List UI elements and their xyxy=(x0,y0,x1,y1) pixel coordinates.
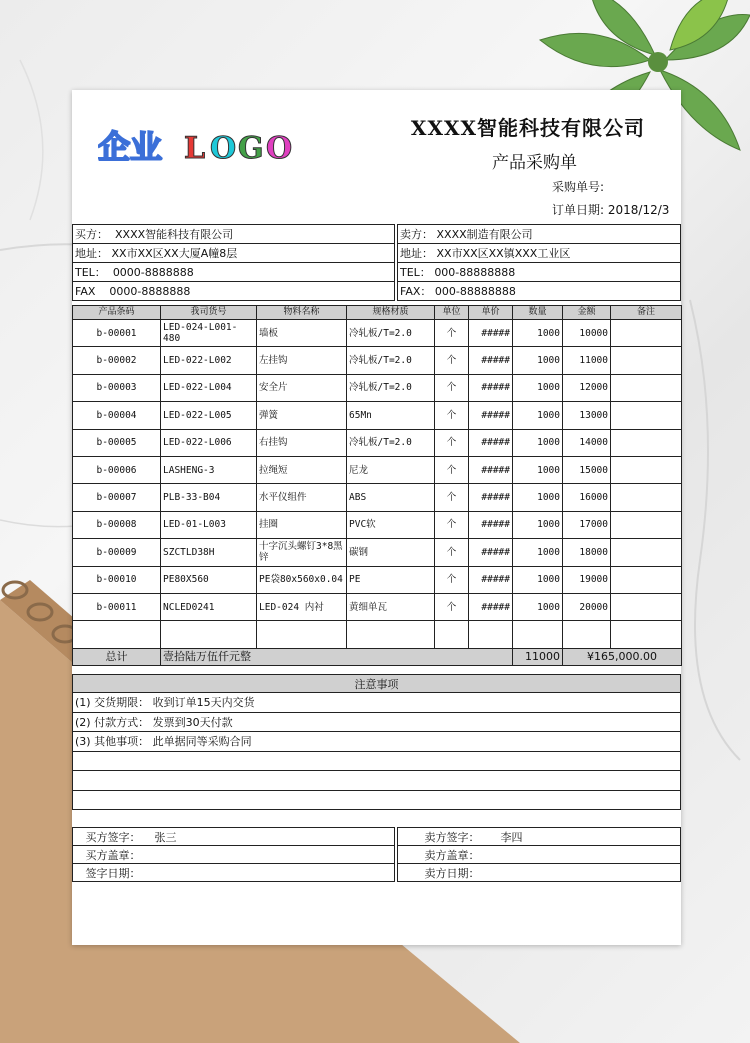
buyer-fax: 0000-8888888 xyxy=(109,284,191,298)
seller-fax: 000-88888888 xyxy=(434,285,516,298)
table-cell: 1000 xyxy=(513,347,563,374)
table-cell: 20000 xyxy=(563,593,611,620)
table-cell: 1000 xyxy=(513,402,563,429)
table-cell: 14000 xyxy=(563,429,611,456)
buyer-signature: 张三 xyxy=(154,830,177,844)
table-cell: b-00011 xyxy=(73,593,161,620)
buyer-fax-cell xyxy=(73,282,395,301)
table-cell: ##### xyxy=(469,402,513,429)
table-cell: PVC软 xyxy=(347,511,435,538)
table-row xyxy=(73,320,682,347)
table-cell: 11000 xyxy=(563,347,611,374)
table-cell: 个 xyxy=(435,320,469,347)
table-cell: 12000 xyxy=(563,374,611,401)
seller-fax-cell xyxy=(398,282,681,301)
table-cell: LED-022-L006 xyxy=(161,429,257,456)
table-cell xyxy=(257,621,347,648)
table-cell: 1000 xyxy=(513,511,563,538)
table-cell: 1000 xyxy=(513,456,563,483)
table-cell: 13000 xyxy=(563,402,611,429)
order-date: 订单日期: 2018/12/3 xyxy=(552,203,670,217)
table-row xyxy=(73,347,682,374)
table-row xyxy=(73,456,682,483)
table-cell: 弹簧 xyxy=(257,402,347,429)
table-cell: ##### xyxy=(469,566,513,593)
column-header: 物料名称 xyxy=(257,306,347,320)
buyer-name: XXXX智能科技有限公司 xyxy=(115,228,234,241)
table-cell: 1000 xyxy=(513,566,563,593)
table-cell: 个 xyxy=(435,456,469,483)
table-cell: b-00002 xyxy=(73,347,161,374)
table-cell: PE80X560 xyxy=(161,566,257,593)
note-line-blank xyxy=(73,790,681,810)
table-cell: ##### xyxy=(469,456,513,483)
seller-date-label: 卖方日期： xyxy=(424,866,480,880)
buyer-tel-label: TEL： xyxy=(75,266,106,279)
table-cell xyxy=(161,621,257,648)
column-header: 数量 xyxy=(513,306,563,320)
table-cell: 个 xyxy=(435,539,469,566)
column-header: 产品条码 xyxy=(73,306,161,320)
table-row xyxy=(73,621,682,648)
total-label: 总计 xyxy=(73,648,161,665)
table-cell xyxy=(611,347,682,374)
table-cell: 19000 xyxy=(563,566,611,593)
buyer-sign-cell xyxy=(73,828,395,846)
table-cell: PLB-33-B04 xyxy=(161,484,257,511)
note-line: (3) 其他事项： 此单据同等采购合同 xyxy=(73,732,681,752)
table-cell: 1000 xyxy=(513,593,563,620)
table-cell: b-00009 xyxy=(73,539,161,566)
seller-address-label: 地址： xyxy=(400,247,433,260)
table-cell: 墙板 xyxy=(257,320,347,347)
table-cell: 1000 xyxy=(513,320,563,347)
table-cell: LED-022-L002 xyxy=(161,347,257,374)
buyer-seal-label: 买方盖章： xyxy=(85,848,141,862)
table-row xyxy=(73,593,682,620)
table-cell: 碳钢 xyxy=(347,539,435,566)
column-header: 金额 xyxy=(563,306,611,320)
buyer-tel: 0000-8888888 xyxy=(112,266,194,279)
table-cell: 个 xyxy=(435,374,469,401)
table-cell: ##### xyxy=(469,539,513,566)
table-cell: 个 xyxy=(435,593,469,620)
table-cell: 个 xyxy=(435,429,469,456)
table-cell: 1000 xyxy=(513,374,563,401)
seller-seal-label: 卖方盖章： xyxy=(424,848,480,862)
table-cell: b-00010 xyxy=(73,566,161,593)
table-row xyxy=(73,429,682,456)
table-cell: 1000 xyxy=(513,484,563,511)
buyer-sign-label: 买方签字： xyxy=(85,830,141,844)
table-cell: NCLED0241 xyxy=(161,593,257,620)
purchase-order-sheet xyxy=(72,90,681,945)
buyer-address: XX市XX区XX大厦A幢8层 xyxy=(111,247,238,260)
table-cell: ##### xyxy=(469,593,513,620)
buyer-address-label: 地址： xyxy=(75,247,108,260)
table-cell: PE袋80x560x0.04 xyxy=(257,566,347,593)
note-line-blank xyxy=(73,771,681,791)
table-cell xyxy=(469,621,513,648)
notes-table xyxy=(72,674,681,810)
table-row xyxy=(73,402,682,429)
table-cell: 右挂钩 xyxy=(257,429,347,456)
table-cell: 65Mn xyxy=(347,402,435,429)
buyer-address-cell xyxy=(73,244,395,263)
document-title: 产品采购单 xyxy=(492,153,577,173)
table-cell: 个 xyxy=(435,347,469,374)
order-number-label: 采购单号: xyxy=(552,180,605,194)
table-cell xyxy=(611,566,682,593)
table-cell: 个 xyxy=(435,402,469,429)
table-cell xyxy=(611,402,682,429)
column-header: 单价 xyxy=(469,306,513,320)
table-cell: b-00008 xyxy=(73,511,161,538)
table-cell: 个 xyxy=(435,566,469,593)
buyer-name-cell xyxy=(73,225,395,244)
buyer-fax-label: FAX xyxy=(75,284,96,298)
table-cell: ##### xyxy=(469,347,513,374)
total-row xyxy=(73,648,682,665)
table-cell: ABS xyxy=(347,484,435,511)
table-cell: 挂圈 xyxy=(257,511,347,538)
table-row xyxy=(73,566,682,593)
table-row xyxy=(73,374,682,401)
table-cell: 左挂钩 xyxy=(257,347,347,374)
table-cell: LED-022-L004 xyxy=(161,374,257,401)
table-cell: 个 xyxy=(435,484,469,511)
buyer-tel-cell xyxy=(73,263,395,282)
table-cell xyxy=(611,374,682,401)
table-cell: LASHENG-3 xyxy=(161,456,257,483)
seller-name-label: 卖方： xyxy=(400,228,433,241)
table-cell xyxy=(563,621,611,648)
table-cell: 冷轧板/T=2.0 xyxy=(347,347,435,374)
table-cell xyxy=(73,621,161,648)
table-cell: 个 xyxy=(435,511,469,538)
table-cell xyxy=(611,429,682,456)
table-cell xyxy=(611,484,682,511)
parties-table xyxy=(72,224,681,301)
company-logo xyxy=(98,120,298,168)
seller-tel-label: TEL： xyxy=(400,266,431,279)
table-cell xyxy=(611,320,682,347)
table-cell: PE xyxy=(347,566,435,593)
seller-name-cell xyxy=(398,225,681,244)
seller-date-cell xyxy=(398,864,681,882)
table-cell: ##### xyxy=(469,320,513,347)
table-cell: b-00003 xyxy=(73,374,161,401)
note-line: (1) 交货期限： 收到订单15天内交货 xyxy=(73,693,681,713)
seller-tel-cell xyxy=(398,263,681,282)
table-cell: 18000 xyxy=(563,539,611,566)
table-cell: b-00004 xyxy=(73,402,161,429)
column-header: 备注 xyxy=(611,306,682,320)
table-cell: ##### xyxy=(469,484,513,511)
company-name: XXXX智能科技有限公司 xyxy=(410,116,645,140)
table-cell: 冷轧板/T=2.0 xyxy=(347,320,435,347)
table-cell: 15000 xyxy=(563,456,611,483)
table-cell xyxy=(611,621,682,648)
table-cell: LED-024 内衬 xyxy=(257,593,347,620)
seller-fax-label: FAX： xyxy=(400,285,432,298)
table-cell: 尼龙 xyxy=(347,456,435,483)
buyer-name-label: 买方： xyxy=(75,228,108,241)
table-cell: LED-022-L005 xyxy=(161,402,257,429)
items-table xyxy=(72,305,682,666)
table-cell xyxy=(513,621,563,648)
seller-tel: 000-88888888 xyxy=(434,266,516,279)
table-cell: ##### xyxy=(469,429,513,456)
table-cell: 安全片 xyxy=(257,374,347,401)
table-row xyxy=(73,539,682,566)
table-cell xyxy=(347,621,435,648)
table-cell: 17000 xyxy=(563,511,611,538)
table-row xyxy=(73,484,682,511)
table-cell: 拉绳短 xyxy=(257,456,347,483)
table-cell xyxy=(611,456,682,483)
table-cell: LED-01-L003 xyxy=(161,511,257,538)
table-cell: LED-024-L001-480 xyxy=(161,320,257,347)
svg-text:O: O xyxy=(210,131,237,166)
seller-address: XX市XX区XX镇XXX工业区 xyxy=(436,247,571,260)
table-cell xyxy=(611,593,682,620)
table-cell: b-00007 xyxy=(73,484,161,511)
buyer-seal-cell xyxy=(73,846,395,864)
signature-table xyxy=(72,827,681,882)
seller-sign-cell xyxy=(398,828,681,846)
table-cell: ##### xyxy=(469,511,513,538)
table-cell: b-00006 xyxy=(73,456,161,483)
table-cell: 十字沉头螺钉3*8黑锌 xyxy=(257,539,347,566)
total-quantity: 11000 xyxy=(513,648,563,665)
svg-text:L: L xyxy=(184,131,206,166)
column-header: 单位 xyxy=(435,306,469,320)
seller-name: XXXX制造有限公司 xyxy=(436,228,533,241)
table-cell: 水平仪组件 xyxy=(257,484,347,511)
table-cell: SZCTLD38H xyxy=(161,539,257,566)
notes-title: 注意事项 xyxy=(73,675,681,693)
table-cell: 黄细单瓦 xyxy=(347,593,435,620)
total-in-words: 壹拾陆万伍仟元整 xyxy=(161,648,513,665)
table-cell: b-00001 xyxy=(73,320,161,347)
svg-text:企业: 企业 xyxy=(98,128,163,166)
buyer-date-label: 签字日期： xyxy=(85,866,141,880)
table-cell: ##### xyxy=(469,374,513,401)
total-amount: ¥165,000.00 xyxy=(563,648,682,665)
column-header: 我司货号 xyxy=(161,306,257,320)
table-cell: b-00005 xyxy=(73,429,161,456)
table-cell: 10000 xyxy=(563,320,611,347)
items-header-row xyxy=(73,306,682,320)
seller-sign-label: 卖方签字： xyxy=(424,830,480,844)
table-cell: 冷轧板/T=2.0 xyxy=(347,429,435,456)
note-line-blank xyxy=(73,751,681,771)
table-cell xyxy=(435,621,469,648)
svg-text:G: G xyxy=(238,131,264,166)
column-header: 规格材质 xyxy=(347,306,435,320)
seller-address-cell xyxy=(398,244,681,263)
note-line: (2) 付款方式： 发票到30天付款 xyxy=(73,712,681,732)
seller-signature: 李四 xyxy=(500,830,523,844)
table-cell xyxy=(611,511,682,538)
table-cell: 冷轧板/T=2.0 xyxy=(347,374,435,401)
table-cell: 1000 xyxy=(513,429,563,456)
seller-seal-cell xyxy=(398,846,681,864)
buyer-date-cell xyxy=(73,864,395,882)
svg-text:O: O xyxy=(266,131,293,166)
table-cell xyxy=(611,539,682,566)
table-cell: 16000 xyxy=(563,484,611,511)
table-row xyxy=(73,511,682,538)
table-cell: 1000 xyxy=(513,539,563,566)
